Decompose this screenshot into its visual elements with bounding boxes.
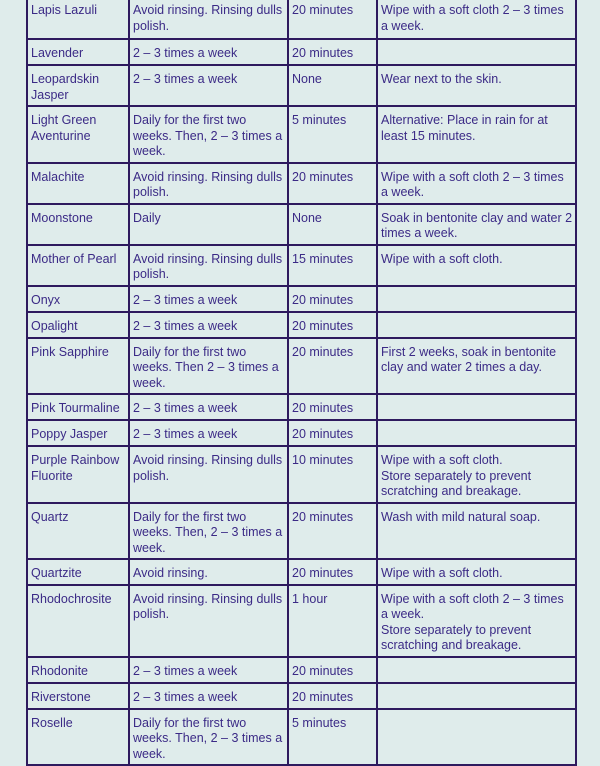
water-rinse-cell: Daily for the first two weeks. Then, 2 – 3 times a week. <box>129 503 288 560</box>
stone-name-cell: Rhodonite <box>27 657 129 683</box>
water-rinse-cell: 2 – 3 times a week <box>129 39 288 65</box>
stone-name-cell: Lapis Lazuli <box>27 0 129 39</box>
table-row <box>27 446 576 503</box>
notes-cell <box>377 683 576 709</box>
table-row <box>27 709 576 766</box>
table-row <box>27 585 576 657</box>
stone-name-cell: Purple Rainbow Fluorite <box>27 446 129 503</box>
table-row <box>27 683 576 709</box>
sun-time-cell: 15 minutes <box>288 245 377 286</box>
stone-care-table-body <box>27 0 576 765</box>
water-rinse-cell: 2 – 3 times a week <box>129 420 288 446</box>
stone-name-cell: Mother of Pearl <box>27 245 129 286</box>
notes-cell <box>377 312 576 338</box>
stone-name-cell: Quartzite <box>27 559 129 585</box>
stone-name-cell: Lavender <box>27 39 129 65</box>
table-row <box>27 245 576 286</box>
sun-time-cell: 20 minutes <box>288 394 377 420</box>
water-rinse-cell: 2 – 3 times a week <box>129 312 288 338</box>
notes-cell <box>377 420 576 446</box>
water-rinse-cell: 2 – 3 times a week <box>129 394 288 420</box>
stone-name-cell: Poppy Jasper <box>27 420 129 446</box>
water-rinse-cell: Avoid rinsing. Rinsing dulls polish. <box>129 163 288 204</box>
sun-time-cell: 20 minutes <box>288 503 377 560</box>
table-row <box>27 0 576 39</box>
stone-name-cell: Quartz <box>27 503 129 560</box>
sun-time-cell: 20 minutes <box>288 286 377 312</box>
water-rinse-cell: Avoid rinsing. Rinsing dulls polish. <box>129 585 288 657</box>
stone-name-cell: Leopardskin Jasper <box>27 65 129 106</box>
table-row <box>27 394 576 420</box>
sun-time-cell: None <box>288 204 377 245</box>
notes-cell: Wipe with a soft cloth. <box>377 245 576 286</box>
stone-name-cell: Pink Sapphire <box>27 338 129 395</box>
notes-cell: Wear next to the skin. <box>377 65 576 106</box>
stone-name-cell: Roselle <box>27 709 129 766</box>
sun-time-cell: 20 minutes <box>288 657 377 683</box>
notes-cell <box>377 394 576 420</box>
table-row <box>27 39 576 65</box>
notes-cell <box>377 39 576 65</box>
table-row <box>27 657 576 683</box>
table-row <box>27 163 576 204</box>
table-row <box>27 559 576 585</box>
sun-time-cell: 20 minutes <box>288 559 377 585</box>
table-row <box>27 312 576 338</box>
notes-cell <box>377 709 576 766</box>
water-rinse-cell: 2 – 3 times a week <box>129 657 288 683</box>
table-row <box>27 65 576 106</box>
notes-cell: Wipe with a soft cloth 2 – 3 times a week. Store separately to prevent scratching and breakage. <box>377 585 576 657</box>
sun-time-cell: 1 hour <box>288 585 377 657</box>
sun-time-cell: 5 minutes <box>288 106 377 163</box>
sun-time-cell: 20 minutes <box>288 163 377 204</box>
notes-cell: Wipe with a soft cloth 2 – 3 times a week. <box>377 0 576 39</box>
sun-time-cell: 20 minutes <box>288 338 377 395</box>
notes-cell: Wash with mild natural soap. <box>377 503 576 560</box>
notes-cell <box>377 657 576 683</box>
table-row <box>27 338 576 395</box>
notes-cell <box>377 286 576 312</box>
water-rinse-cell: Daily for the first two weeks. Then, 2 – 3 times a week. <box>129 106 288 163</box>
notes-cell: Wipe with a soft cloth 2 – 3 times a week. <box>377 163 576 204</box>
notes-cell: Alternative: Place in rain for at least 15 minutes. <box>377 106 576 163</box>
water-rinse-cell: 2 – 3 times a week <box>129 683 288 709</box>
sun-time-cell: 20 minutes <box>288 683 377 709</box>
stone-care-table <box>26 0 577 766</box>
water-rinse-cell: Avoid rinsing. <box>129 559 288 585</box>
stone-name-cell: Onyx <box>27 286 129 312</box>
sun-time-cell: 5 minutes <box>288 709 377 766</box>
water-rinse-cell: Avoid rinsing. Rinsing dulls polish. <box>129 446 288 503</box>
notes-cell: First 2 weeks, soak in bentonite clay and water 2 times a day. <box>377 338 576 395</box>
stone-name-cell: Riverstone <box>27 683 129 709</box>
stone-name-cell: Rhodochrosite <box>27 585 129 657</box>
water-rinse-cell: Avoid rinsing. Rinsing dulls polish. <box>129 245 288 286</box>
sun-time-cell: 10 minutes <box>288 446 377 503</box>
water-rinse-cell: Daily for the first two weeks. Then 2 – 3 times a week. <box>129 338 288 395</box>
stone-name-cell: Malachite <box>27 163 129 204</box>
table-row <box>27 503 576 560</box>
table-row <box>27 106 576 163</box>
stone-name-cell: Opalight <box>27 312 129 338</box>
sun-time-cell: 20 minutes <box>288 39 377 65</box>
notes-cell: Wipe with a soft cloth. Store separately to prevent scratching and breakage. <box>377 446 576 503</box>
water-rinse-cell: Avoid rinsing. Rinsing dulls polish. <box>129 0 288 39</box>
stone-name-cell: Pink Tourmaline <box>27 394 129 420</box>
water-rinse-cell: 2 – 3 times a week <box>129 65 288 106</box>
sun-time-cell: None <box>288 65 377 106</box>
sun-time-cell: 20 minutes <box>288 0 377 39</box>
notes-cell: Soak in bentonite clay and water 2 times a week. <box>377 204 576 245</box>
stone-name-cell: Moonstone <box>27 204 129 245</box>
sun-time-cell: 20 minutes <box>288 420 377 446</box>
sun-time-cell: 20 minutes <box>288 312 377 338</box>
table-row <box>27 204 576 245</box>
water-rinse-cell: 2 – 3 times a week <box>129 286 288 312</box>
table-row <box>27 420 576 446</box>
water-rinse-cell: Daily <box>129 204 288 245</box>
stone-name-cell: Light Green Aventurine <box>27 106 129 163</box>
table-row <box>27 286 576 312</box>
notes-cell: Wipe with a soft cloth. <box>377 559 576 585</box>
water-rinse-cell: Daily for the first two weeks. Then, 2 – 3 times a week. <box>129 709 288 766</box>
